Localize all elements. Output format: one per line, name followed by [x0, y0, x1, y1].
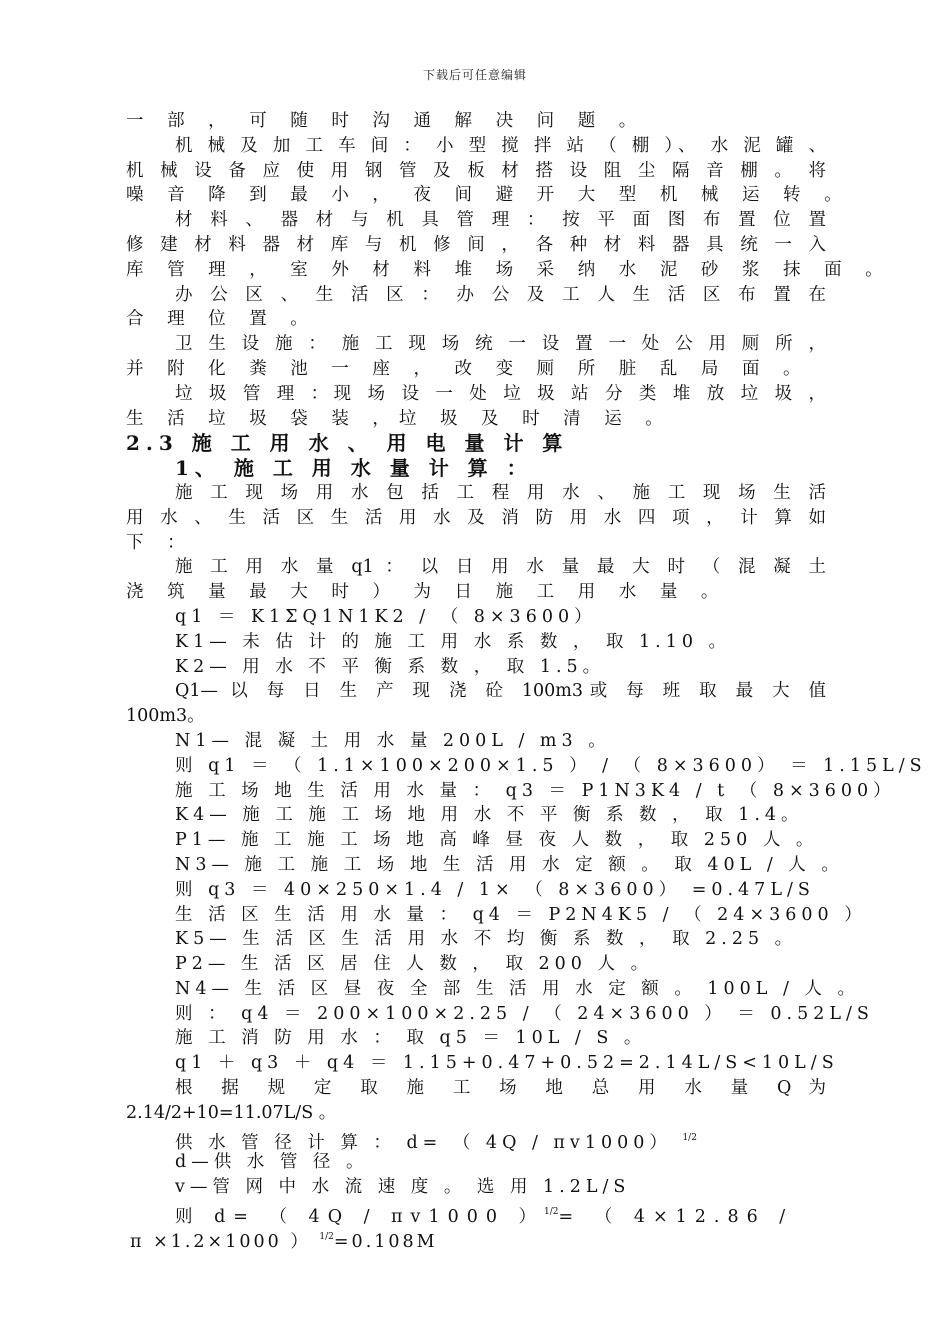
text-line: P2— 生 活 区 居 住 人 数 ， 取 200 人 。 [175, 954, 654, 975]
text-line: 施 工 用 水 量 q1 ： 以 日 用 水 量 最 大 时 （ 混 凝 土 [175, 557, 826, 578]
text-line: 并 附 化 粪 池 一 座 ， 改 变 厕 所 脏 乱 局 面 。 [126, 358, 810, 379]
pipe-calc-line: 则 d= （ 4Q / πv1000 ）$^{1/2}$= （ 4×12.86 / [175, 1207, 794, 1228]
text-line: K5— 生 活 区 生 活 用 水 不 均 衡 系 数 ， 取 2.25 。 [175, 929, 798, 950]
text-line: 则 ： q4 ＝ 200×100×2.25 / （ 24×3600 ） ＝ 0.52L/S [175, 1003, 874, 1024]
text-line: 生 活 垃 圾 袋 装 ，垃 圾 及 时 清 运 。 [126, 408, 672, 429]
text-line: 则 q1 ＝ （ 1.1×100×200×1.5 ） / （ 8×3600） ＝ 1.15L/S [175, 755, 927, 776]
text-line: 材 料 、 器 材 与 机 具 管 理 ： 按 平 面 图 布 置 位 置 [175, 210, 826, 231]
text-line: K1— 未 估 计 的 施 工 用 水 系 数 ， 取 1.10 。 [175, 631, 732, 652]
text-line: 修 建 材 料 器 材 库 与 机 修 间 ， 各 种 材 料 器 具 统 一 入 [126, 234, 826, 255]
text-line: Q1— 以 每 日 生 产 现 浇 砼 100m3或 每 班 取 最 大 值 [175, 681, 826, 702]
paragraph-block-2 [126, 481, 927, 1126]
text-line: 办 公 区 、 生 活 区 ： 办 公 及 工 人 生 活 区 布 置 在 [175, 284, 826, 305]
text-line: 垃 圾 管 理 ：现 场 设 一 处 垃 圾 站 分 类 堆 放 垃 圾 ， [175, 383, 826, 404]
text-line: N4— 生 活 区 昼 夜 全 部 生 活 用 水 定 额 。 100L / 人 。 [175, 978, 860, 999]
text-line: 浇 筑 量 最 大 时 ） 为 日 施 工 用 水 量 。 [126, 582, 728, 603]
text-line: 下 ： [126, 532, 194, 553]
pipe-formula-line: 供 水 管 径 计 算 ： d= （ 4Q / πv1000） $^{1/2}$ [175, 1132, 697, 1153]
text-line: K4— 施 工 施 工 场 地 用 水 不 平 衡 系 数 ， 取 1.4。 [175, 805, 804, 826]
pipe-def-v: v—管 网 中 水 流 速 度 。 选 用 1.2L/S [175, 1177, 631, 1198]
text-line: 施 工 消 防 用 水 ： 取 q5 ＝ 10L / S 。 [175, 1028, 647, 1049]
text-line: 100m3。 [126, 706, 205, 727]
text-line: 机 械 设 备 应 使 用 钢 管 及 板 材 搭 设 阻 尘 隔 音 棚 。 将 [126, 160, 826, 181]
pipe-def-d: d—供 水 管 径 。 [175, 1152, 369, 1173]
text-line: 根 据 规 定 取 施 工 场 地 总 用 水 量 Q 为 [175, 1078, 826, 1099]
paragraph-block-1 [126, 109, 892, 431]
text-line: 噪 音 降 到 最 小 ， 夜 间 避 开 大 型 机 械 运 转 。 [126, 185, 851, 206]
text-line: 施 工 场 地 生 活 用 水 量 ： q3 ＝ P1N3K4 / t （ 8×3600） [175, 780, 896, 801]
text-line: 卫 生 设 施 ： 施 工 现 场 统 一 设 置 一 处 公 用 厕 所 ， [175, 334, 826, 355]
text-line: P1— 施 工 施 工 场 地 高 峰 昼 夜 人 数 ， 取 250 人 。 [175, 830, 819, 851]
text-line: K2— 用 水 不 平 衡 系 数 ， 取 1.5。 [175, 656, 606, 677]
subsection-heading: 1、 施 工 用 水 量 计 算 ： [175, 456, 533, 481]
text-line: 施 工 现 场 用 水 包 括 工 程 用 水 、 施 工 现 场 生 活 [175, 482, 826, 503]
document-body [126, 109, 927, 1252]
text-line: 合 理 位 置 。 [126, 309, 317, 330]
text-line: 则 q3 ＝ 40×250×1.4 / 1× （ 8×3600） =0.47L/S [175, 879, 815, 900]
text-line: 机 械 及 加 工 车 间 ： 小 型 搅 拌 站 （ 棚 ）、 水 泥 罐 、 [175, 135, 826, 156]
text-line: N3— 施 工 施 工 场 地 生 活 用 水 定 额 。 取 40L / 人 。 [175, 854, 844, 875]
text-line: 用 水 、 生 活 区 生 活 用 水 及 消 防 用 水 四 项 ， 计 算 如 [126, 507, 826, 528]
text-line: 一 部 ， 可 随 时 沟 通 解 决 问 题 。 [126, 111, 646, 131]
text-line: 生 活 区 生 活 用 水 量 ： q4 ＝ P2N4K5 / （ 24×3600 ） [175, 904, 867, 925]
page-header: 下载后可任意编辑 [422, 68, 527, 82]
text-line: 库 管 理 ， 室 外 材 料 堆 场 采 纳 水 泥 砂 浆 抹 面 。 [126, 259, 892, 280]
text-line: 2.14/2+10=11.07L/S 。 [126, 1102, 337, 1123]
text-line: q1 ＋ q3 ＋ q4 ＝ 1.15+0.47+0.52=2.14L/S<10L/S [175, 1053, 839, 1074]
text-line: N1— 混 凝 土 用 水 量 200L / m3 。 [175, 730, 611, 751]
text-line: q1 ＝ K1ΣQ1N1K2 / （ 8×3600） [175, 606, 597, 627]
section-heading: 2.3 施 工 用 水 、 用 电 量 计 算 [126, 431, 569, 456]
pipe-result-line: π ×1.2×1000 ） $^{1/2}$=0.108M [130, 1231, 438, 1252]
